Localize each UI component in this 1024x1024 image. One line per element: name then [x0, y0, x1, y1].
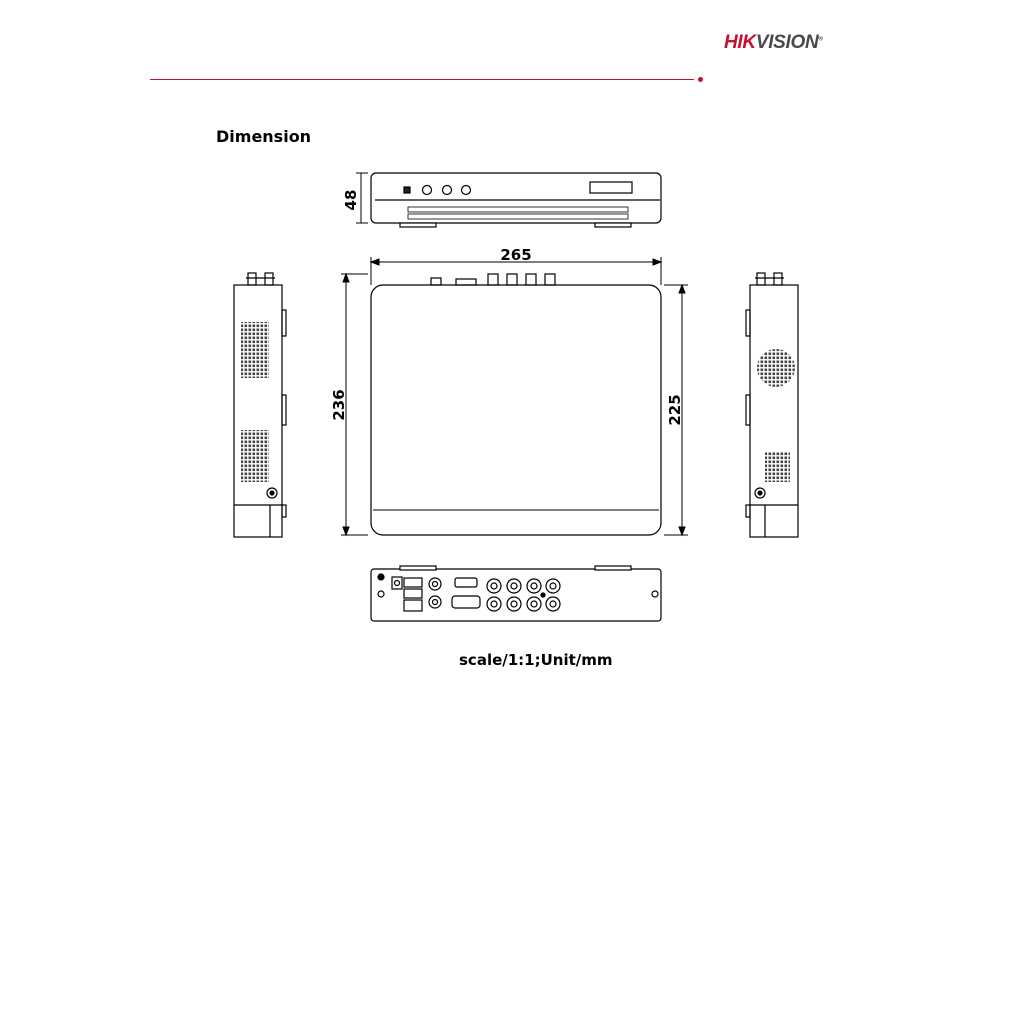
- width-label: 265: [500, 246, 532, 264]
- vent-grille: [241, 430, 269, 482]
- rear-connector-stub: [507, 274, 517, 285]
- front-view: [371, 173, 661, 227]
- power-led: [404, 187, 410, 193]
- depth-body-label: 225: [666, 394, 684, 426]
- rear-view: [371, 566, 661, 621]
- scale-caption: scale/1:1;Unit/mm: [459, 651, 613, 669]
- rear-connector-stub: [488, 274, 498, 285]
- top-view: [371, 274, 661, 535]
- vent-grille: [765, 452, 790, 482]
- rear-connector-stub: [431, 278, 441, 285]
- hikvision-logo: HIKVISION®: [724, 32, 823, 53]
- right-side-view: [746, 273, 798, 537]
- depth-overall-label: 236: [330, 389, 348, 421]
- vent-grille: [241, 322, 269, 378]
- fan-grille: [757, 349, 795, 387]
- rear-connector-stub: [526, 274, 536, 285]
- rear-connector-stub: [456, 279, 476, 285]
- left-side-view: [234, 273, 286, 537]
- section-title: Dimension: [216, 127, 312, 146]
- rear-connector-stub: [545, 274, 555, 285]
- height-label: 48: [342, 189, 360, 211]
